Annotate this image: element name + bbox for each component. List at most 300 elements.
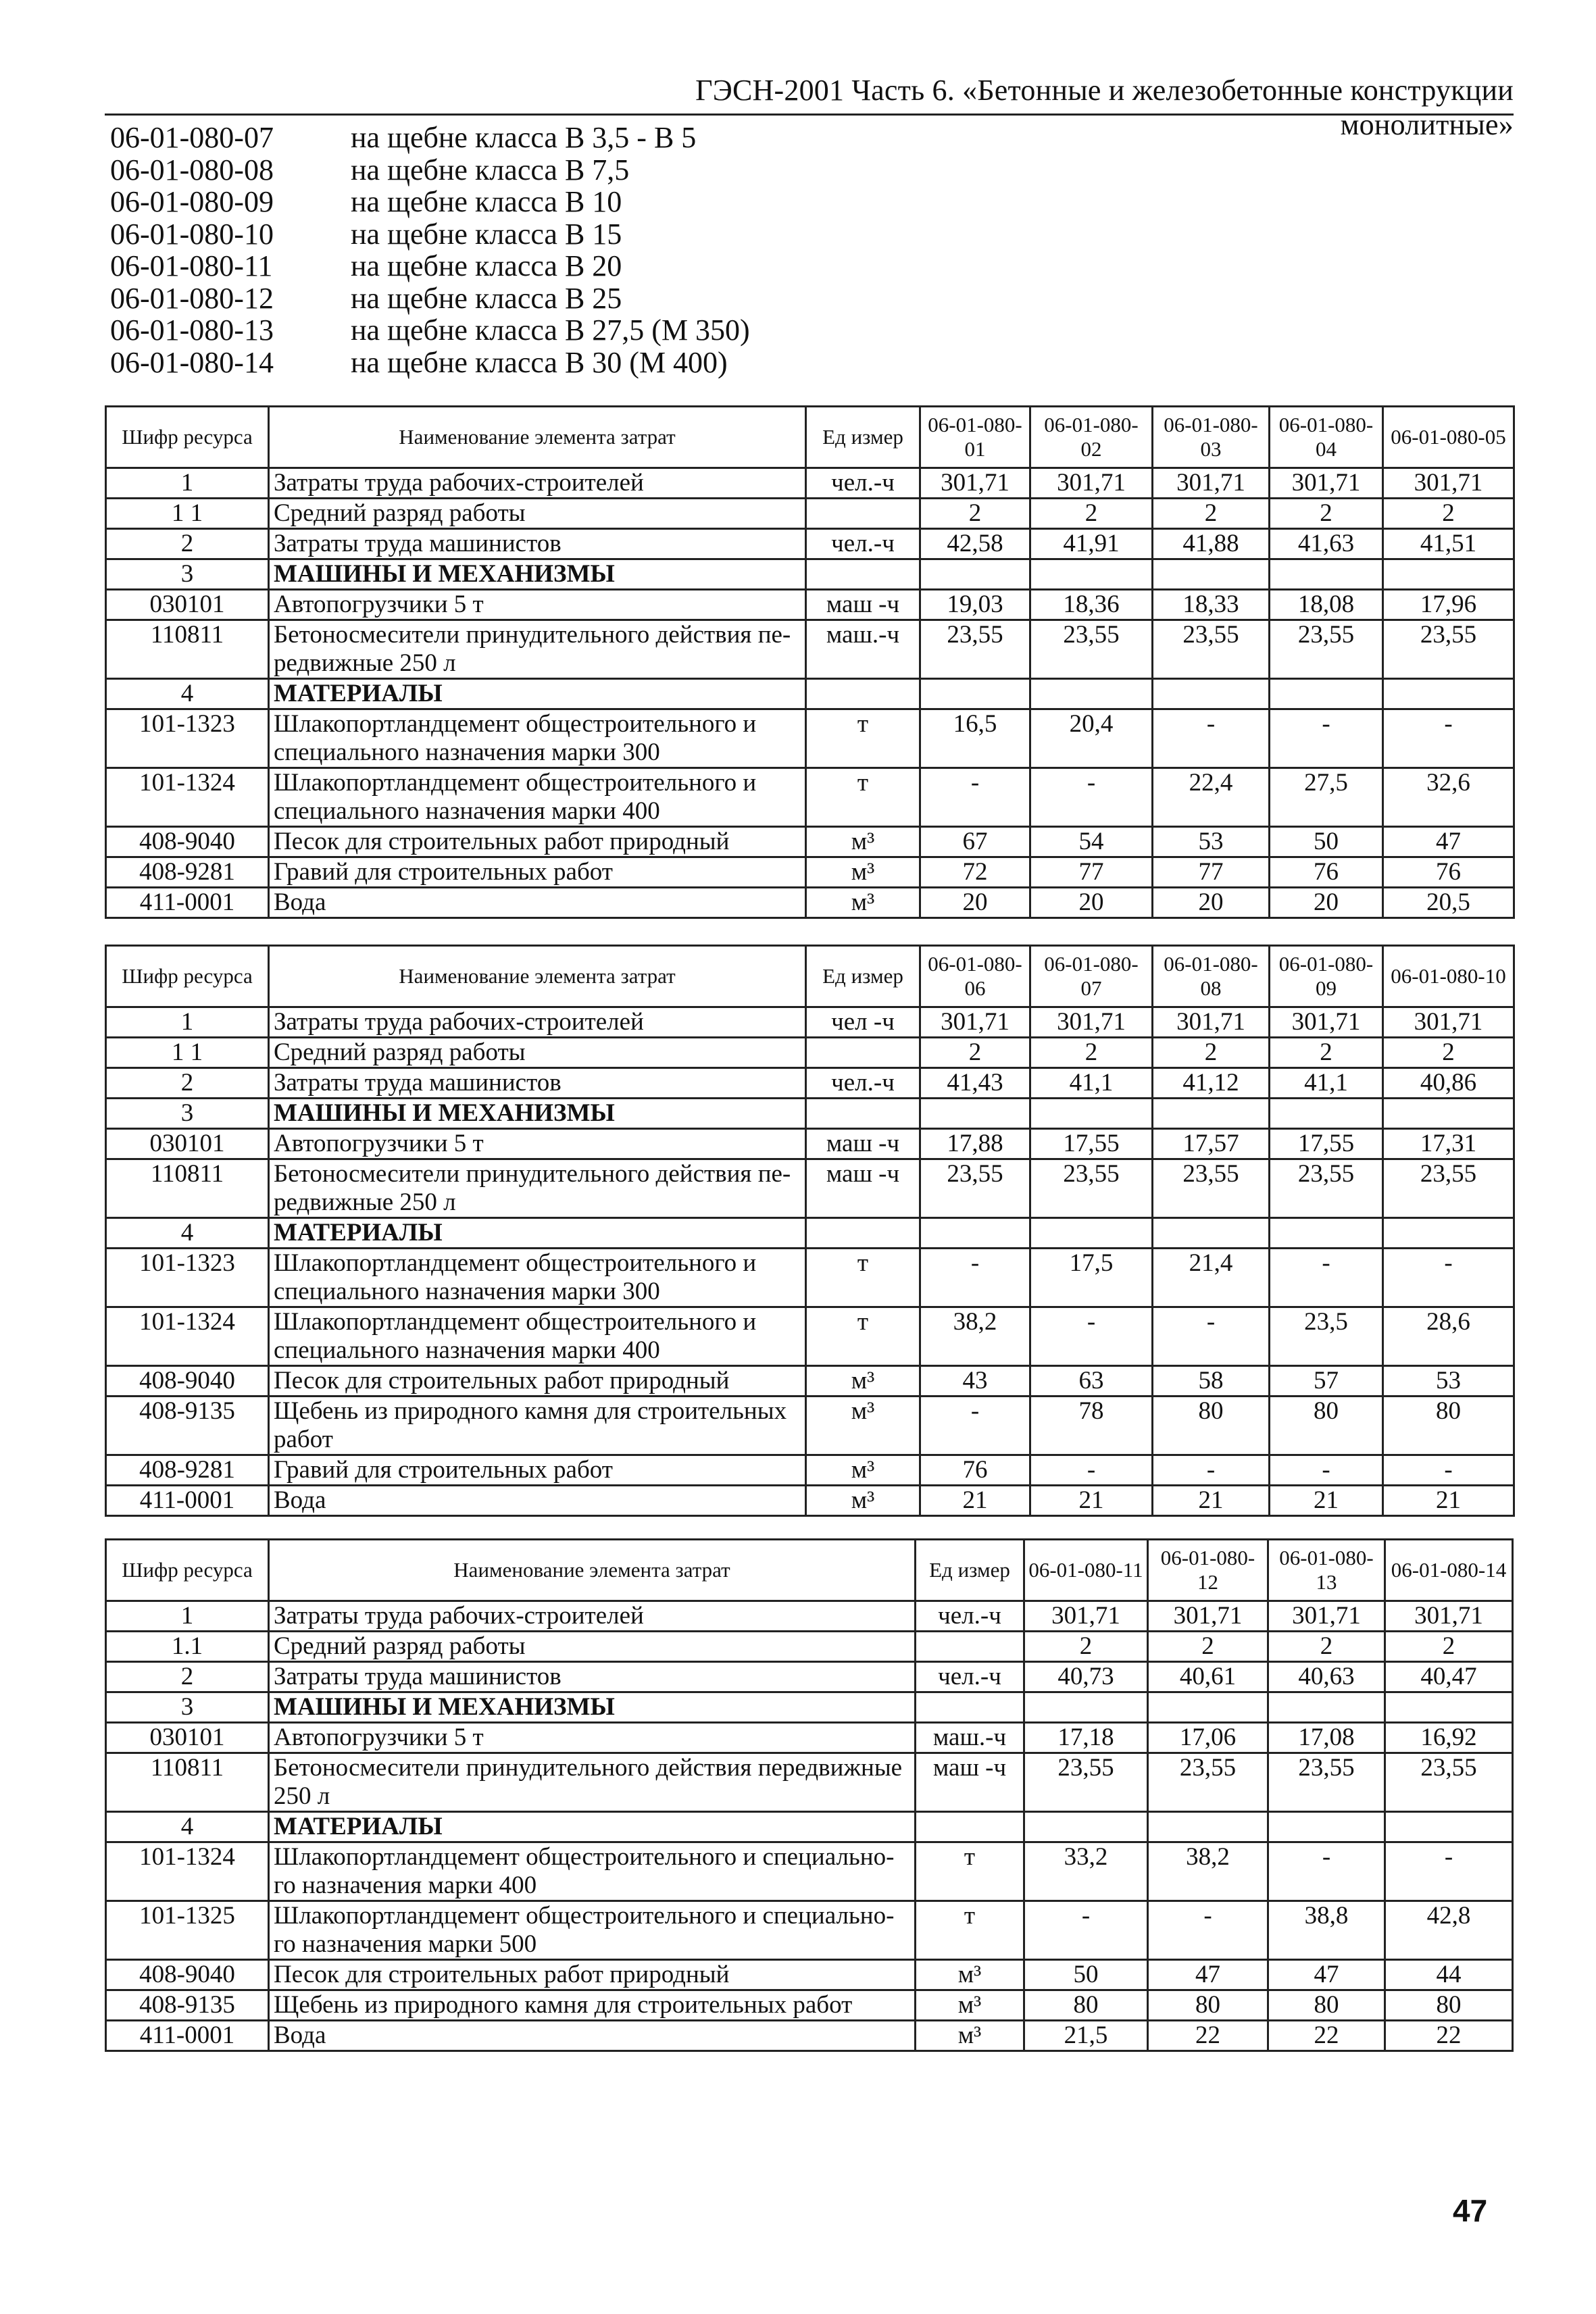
value-cell (1153, 1218, 1270, 1249)
unit-cont (806, 738, 920, 768)
table-row (106, 1692, 1513, 1723)
resource-code: 1 (106, 1007, 269, 1038)
resource-code: 408-9135 (106, 1397, 269, 1426)
value-cell: 2 (1030, 499, 1153, 529)
value-cell: - (1153, 1307, 1270, 1337)
value-cell (920, 679, 1030, 709)
resource-code: 408-9040 (106, 827, 269, 857)
cost-element-name: Бетоносмесители принудительного действия передвижные (269, 1753, 916, 1783)
value-cell (1030, 679, 1153, 709)
value-cell: 76 (920, 1455, 1030, 1486)
value-cell: 41,51 (1383, 529, 1514, 559)
value-cell (1153, 679, 1270, 709)
column-header: Наименование элемента затрат (269, 946, 806, 1007)
value-cell: 301,71 (1385, 1601, 1513, 1632)
value-cell (1148, 1692, 1268, 1723)
value-cell: 23,55 (1270, 1159, 1383, 1189)
norm-description: на щебне класса В 25 (351, 281, 622, 315)
value-cell: 67 (920, 827, 1030, 857)
value-cell: - (920, 768, 1030, 798)
value-cell: 23,55 (1268, 1753, 1385, 1783)
value-cell: 301,71 (1153, 468, 1270, 499)
value-cell (1024, 1692, 1148, 1723)
value-cell: 40,86 (1383, 1068, 1514, 1099)
value-cell-cont (1030, 738, 1153, 768)
value-cell: 43 (920, 1366, 1030, 1397)
value-cell: 301,71 (920, 1007, 1030, 1038)
value-cell-cont (920, 738, 1030, 768)
resource-code-cont (106, 1871, 269, 1901)
value-cell: 76 (1270, 857, 1383, 888)
value-cell: 21 (1383, 1486, 1514, 1516)
cost-element-name: МАТЕРИАЛЫ (269, 1218, 806, 1249)
table-row (106, 1366, 1514, 1397)
cost-element-name: Средний разряд работы (269, 1038, 806, 1068)
value-cell: 54 (1030, 827, 1153, 857)
column-header: Наименование элемента затрат (269, 1540, 916, 1601)
value-cell: 47 (1383, 827, 1514, 857)
cost-element-name: Бетоносмесители принудительного действия пе- (269, 620, 806, 650)
value-cell (1383, 679, 1514, 709)
cost-element-name: работ (269, 1426, 806, 1455)
table-row (106, 1068, 1514, 1099)
value-cell: 20 (1153, 888, 1270, 918)
value-cell-cont (1030, 649, 1153, 679)
table-row (106, 738, 1514, 768)
value-cell-cont (920, 1278, 1030, 1307)
resource-code: 1 (106, 468, 269, 499)
cost-element-name: Гравий для строительных работ (269, 857, 806, 888)
cost-element-name: Шлакопортландцемент общестроительного и (269, 709, 806, 739)
value-cell: 301,71 (1024, 1601, 1148, 1632)
table-row (106, 1336, 1514, 1366)
unit-cont (806, 1188, 920, 1218)
value-cell: 19,03 (920, 590, 1030, 620)
value-cell: 80 (1383, 1397, 1514, 1426)
value-cell: 2 (1268, 1632, 1385, 1662)
value-cell: 20,5 (1383, 888, 1514, 918)
value-cell-cont (1153, 1336, 1270, 1366)
cost-element-name: Бетоносмесители принудительного действия пе- (269, 1159, 806, 1189)
resource-code: 101-1325 (106, 1901, 269, 1931)
value-cell: 2 (1030, 1038, 1153, 1068)
column-header: 06-01-080-12 (1148, 1540, 1268, 1601)
resource-code: 101-1323 (106, 1249, 269, 1278)
unit: маш -ч (806, 1129, 920, 1159)
value-cell: 41,12 (1153, 1068, 1270, 1099)
value-cell-cont (1153, 1278, 1270, 1307)
value-cell: 41,91 (1030, 529, 1153, 559)
value-cell-cont (1385, 1930, 1513, 1960)
value-cell: 17,55 (1270, 1129, 1383, 1159)
value-cell: - (920, 1249, 1030, 1278)
resource-code: 411-0001 (106, 2021, 269, 2051)
norm-code: 06-01-080-10 (110, 217, 274, 251)
cost-element-name: Вода (269, 888, 806, 918)
page-number: 47 (1453, 2193, 1488, 2228)
value-cell: 16,92 (1385, 1723, 1513, 1753)
value-cell: 41,63 (1270, 529, 1383, 559)
value-cell: 23,55 (1030, 620, 1153, 650)
value-cell (1153, 559, 1270, 590)
resource-code: 2 (106, 1068, 269, 1099)
value-cell: - (1270, 1455, 1383, 1486)
value-cell: 2 (1153, 1038, 1270, 1068)
unit: м³ (806, 1486, 920, 1516)
unit (806, 1099, 920, 1129)
column-header: 06-01-080-06 (920, 946, 1030, 1007)
value-cell: 47 (1148, 1960, 1268, 1990)
value-cell-cont (1030, 1278, 1153, 1307)
resource-code-cont (106, 797, 269, 827)
table-row (106, 468, 1514, 499)
value-cell: 53 (1383, 1366, 1514, 1397)
value-cell (1268, 1812, 1385, 1842)
value-cell-cont (1148, 1930, 1268, 1960)
unit (916, 1692, 1024, 1723)
table-row (106, 1455, 1514, 1486)
resource-code: 1 1 (106, 1038, 269, 1068)
value-cell: 16,5 (920, 709, 1030, 739)
cost-element-name: редвижные 250 л (269, 649, 806, 679)
value-cell (1148, 1812, 1268, 1842)
cost-element-name: Вода (269, 2021, 916, 2051)
norm-description: на щебне класса В 15 (351, 217, 622, 251)
column-header: Ед измер (806, 407, 920, 468)
resource-code: 1.1 (106, 1632, 269, 1662)
column-header: Шифр ресурса (106, 946, 269, 1007)
table-row (106, 1278, 1514, 1307)
table-row (106, 1426, 1514, 1455)
cost-element-name: МАШИНЫ И МЕХАНИЗМЫ (269, 1099, 806, 1129)
resource-code: 4 (106, 1812, 269, 1842)
unit-cont (916, 1871, 1024, 1901)
value-cell: 18,08 (1270, 590, 1383, 620)
value-cell: 40,47 (1385, 1662, 1513, 1692)
value-cell (1030, 559, 1153, 590)
cost-element-name: Затраты труда машинистов (269, 1068, 806, 1099)
table-row (106, 499, 1514, 529)
value-cell: 28,6 (1383, 1307, 1514, 1337)
table-row (106, 1842, 1513, 1872)
resource-code: 408-9281 (106, 1455, 269, 1486)
table-row (106, 1159, 1514, 1189)
resource-code: 110811 (106, 620, 269, 650)
value-cell-cont (1153, 1426, 1270, 1455)
value-cell: 57 (1270, 1366, 1383, 1397)
value-cell (1385, 1692, 1513, 1723)
unit: маш -ч (916, 1753, 1024, 1783)
value-cell-cont (1383, 738, 1514, 768)
unit-cont (806, 649, 920, 679)
value-cell: 18,33 (1153, 590, 1270, 620)
value-cell: 301,71 (1153, 1007, 1270, 1038)
value-cell-cont (1270, 738, 1383, 768)
value-cell: 80 (1024, 1990, 1148, 2021)
value-cell: 21 (1270, 1486, 1383, 1516)
unit: маш -ч (806, 590, 920, 620)
resource-code-cont (106, 1930, 269, 1960)
unit-cont (806, 1336, 920, 1366)
value-cell: 301,71 (1383, 1007, 1514, 1038)
table-row (106, 857, 1514, 888)
resource-code: 1 1 (106, 499, 269, 529)
resource-code: 3 (106, 1692, 269, 1723)
column-header: 06-01-080-02 (1030, 407, 1153, 468)
value-cell-cont (1383, 649, 1514, 679)
cost-element-name: специального назначения марки 400 (269, 1336, 806, 1366)
resource-code-cont (106, 738, 269, 768)
table-row (106, 1129, 1514, 1159)
norm-code: 06-01-080-07 (110, 121, 274, 154)
value-cell: 17,96 (1383, 590, 1514, 620)
value-cell: 21,4 (1153, 1249, 1270, 1278)
value-cell: 41,1 (1270, 1068, 1383, 1099)
table-row (106, 1249, 1514, 1278)
value-cell: 44 (1385, 1960, 1513, 1990)
unit: чел -ч (806, 1007, 920, 1038)
value-cell: 21 (920, 1486, 1030, 1516)
value-cell: 2 (920, 1038, 1030, 1068)
resource-code: 411-0001 (106, 1486, 269, 1516)
resource-code-cont (106, 1278, 269, 1307)
value-cell-cont (920, 649, 1030, 679)
resource-code: 408-9040 (106, 1960, 269, 1990)
value-cell: 2 (1270, 1038, 1383, 1068)
value-cell: 41,1 (1030, 1068, 1153, 1099)
value-cell-cont (1148, 1782, 1268, 1812)
column-header: 06-01-080-14 (1385, 1540, 1513, 1601)
unit: т (916, 1901, 1024, 1931)
value-cell-cont (1030, 1426, 1153, 1455)
value-cell: 2 (1385, 1632, 1513, 1662)
cost-element-name: го назначения марки 500 (269, 1930, 916, 1960)
value-cell-cont (1270, 649, 1383, 679)
cost-element-name: Средний разряд работы (269, 1632, 916, 1662)
value-cell: 42,8 (1385, 1901, 1513, 1931)
column-header: 06-01-080-05 (1383, 407, 1514, 468)
norm-code: 06-01-080-08 (110, 153, 274, 186)
resource-code: 030101 (106, 590, 269, 620)
value-cell-cont (920, 1426, 1030, 1455)
unit (806, 1038, 920, 1068)
value-cell: 2 (1383, 499, 1514, 529)
value-cell: 22 (1268, 2021, 1385, 2051)
cost-element-name: Щебень из природного камня для строительных (269, 1397, 806, 1426)
resource-table-2 (105, 945, 1515, 1517)
value-cell-cont (1268, 1782, 1385, 1812)
value-cell: - (1383, 1249, 1514, 1278)
table-row (106, 888, 1514, 918)
norm-code: 06-01-080-12 (110, 281, 274, 315)
value-cell: 301,71 (1030, 1007, 1153, 1038)
cost-element-name: Песок для строительных работ природный (269, 1960, 916, 1990)
unit: м³ (806, 857, 920, 888)
column-header: Наименование элемента затрат (269, 407, 806, 468)
table-row (106, 768, 1514, 798)
value-cell: 23,55 (1383, 620, 1514, 650)
value-cell: - (1030, 768, 1153, 798)
value-cell (920, 559, 1030, 590)
value-cell: 78 (1030, 1397, 1153, 1426)
value-cell: 27,5 (1270, 768, 1383, 798)
value-cell (1270, 559, 1383, 590)
unit: т (806, 709, 920, 739)
table-row (106, 1218, 1514, 1249)
cost-element-name: Шлакопортландцемент общестроительного и (269, 1249, 806, 1278)
table-row (106, 2021, 1513, 2051)
unit: т (916, 1842, 1024, 1872)
resource-code-cont (106, 1336, 269, 1366)
unit-cont (806, 1278, 920, 1307)
value-cell: 63 (1030, 1366, 1153, 1397)
norm-code: 06-01-080-09 (110, 185, 274, 218)
column-header: 06-01-080-08 (1153, 946, 1270, 1007)
value-cell: 2 (1383, 1038, 1514, 1068)
value-cell: 72 (920, 857, 1030, 888)
norm-description: на щебне класса В 10 (351, 185, 622, 218)
cost-element-name: Затраты труда рабочих-строителей (269, 1007, 806, 1038)
table-row (106, 1397, 1514, 1426)
value-cell: 2 (1024, 1632, 1148, 1662)
unit: чел.-ч (806, 529, 920, 559)
value-cell: 2 (1148, 1632, 1268, 1662)
table-row (106, 1099, 1514, 1129)
norm-code: 06-01-080-13 (110, 313, 274, 347)
value-cell: 18,36 (1030, 590, 1153, 620)
value-cell: 42,58 (920, 529, 1030, 559)
value-cell: - (1270, 1249, 1383, 1278)
value-cell: 23,55 (920, 1159, 1030, 1189)
unit (916, 1632, 1024, 1662)
value-cell (1270, 1099, 1383, 1129)
code-list-item (110, 282, 750, 315)
table-row (106, 1601, 1513, 1632)
value-cell-cont (1153, 738, 1270, 768)
value-cell: 80 (1268, 1990, 1385, 2021)
column-header: Ед измер (806, 946, 920, 1007)
cost-element-name: Вода (269, 1486, 806, 1516)
cost-element-name: МАТЕРИАЛЫ (269, 679, 806, 709)
value-cell: 301,71 (1270, 468, 1383, 499)
value-cell: 53 (1153, 827, 1270, 857)
unit: м³ (916, 1990, 1024, 2021)
value-cell: - (1383, 709, 1514, 739)
value-cell: 50 (1024, 1960, 1148, 1990)
value-cell: 80 (1385, 1990, 1513, 2021)
unit: м³ (806, 827, 920, 857)
value-cell-cont (1024, 1930, 1148, 1960)
cost-element-name: редвижные 250 л (269, 1188, 806, 1218)
table-row (106, 1753, 1513, 1783)
value-cell: 17,57 (1153, 1129, 1270, 1159)
norm-description: на щебне класса В 27,5 (М 350) (351, 313, 750, 347)
unit (806, 499, 920, 529)
cost-element-name: МАТЕРИАЛЫ (269, 1812, 916, 1842)
value-cell-cont (1383, 1278, 1514, 1307)
resource-code-cont (106, 1782, 269, 1812)
resource-code: 408-9135 (106, 1990, 269, 2021)
cost-element-name: Автопогрузчики 5 т (269, 1129, 806, 1159)
value-cell (1153, 1099, 1270, 1129)
value-cell-cont (1383, 1188, 1514, 1218)
value-cell (920, 1218, 1030, 1249)
table-row (106, 1632, 1513, 1662)
table-row (106, 827, 1514, 857)
resource-code: 4 (106, 1218, 269, 1249)
unit: м³ (806, 1366, 920, 1397)
unit (916, 1812, 1024, 1842)
cost-element-name: Песок для строительных работ природный (269, 827, 806, 857)
value-cell: 17,55 (1030, 1129, 1153, 1159)
table-header-row (106, 1540, 1513, 1601)
value-cell: 301,71 (920, 468, 1030, 499)
table-row (106, 1812, 1513, 1842)
cost-element-name: Шлакопортландцемент общестроительного и специально- (269, 1842, 916, 1872)
value-cell: 76 (1383, 857, 1514, 888)
value-cell-cont (1383, 1336, 1514, 1366)
resource-code: 101-1324 (106, 1842, 269, 1872)
value-cell: 21,5 (1024, 2021, 1148, 2051)
table-row (106, 529, 1514, 559)
value-cell-cont (920, 797, 1030, 827)
table-row (106, 1930, 1513, 1960)
value-cell: - (920, 1397, 1030, 1426)
cost-element-name: Автопогрузчики 5 т (269, 1723, 916, 1753)
value-cell-cont (1270, 1188, 1383, 1218)
value-cell: 20 (1030, 888, 1153, 918)
cost-element-name: МАШИНЫ И МЕХАНИЗМЫ (269, 559, 806, 590)
resource-code: 030101 (106, 1129, 269, 1159)
resource-code-cont (106, 1426, 269, 1455)
value-cell: 23,55 (1383, 1159, 1514, 1189)
table-row (106, 1990, 1513, 2021)
value-cell: 41,88 (1153, 529, 1270, 559)
column-header: 06-01-080-11 (1024, 1540, 1148, 1601)
table-row (106, 1038, 1514, 1068)
resource-code-cont (106, 1188, 269, 1218)
code-list-item (110, 314, 750, 347)
value-cell-cont (1153, 1188, 1270, 1218)
value-cell: 40,73 (1024, 1662, 1148, 1692)
value-cell: 17,31 (1383, 1129, 1514, 1159)
unit: т (806, 768, 920, 798)
cost-element-name: специального назначения марки 300 (269, 1278, 806, 1307)
table-row (106, 679, 1514, 709)
table-header-row (106, 407, 1514, 468)
code-list-item (110, 250, 750, 282)
value-cell: 22 (1148, 2021, 1268, 2051)
unit: м³ (916, 2021, 1024, 2051)
value-cell: - (1383, 1455, 1514, 1486)
value-cell: - (1270, 709, 1383, 739)
value-cell: 32,6 (1383, 768, 1514, 798)
norm-description: на щебне класса В 30 (М 400) (351, 345, 728, 379)
value-cell: 301,71 (1383, 468, 1514, 499)
table-row (106, 1307, 1514, 1337)
cost-element-name: го назначения марки 400 (269, 1871, 916, 1901)
value-cell: - (1024, 1901, 1148, 1931)
value-cell-cont (1024, 1871, 1148, 1901)
cost-element-name: Шлакопортландцемент общестроительного и специально- (269, 1901, 916, 1931)
unit: т (806, 1249, 920, 1278)
cost-element-name: специального назначения марки 300 (269, 738, 806, 768)
value-cell (1383, 1218, 1514, 1249)
resource-code: 2 (106, 529, 269, 559)
column-header: Шифр ресурса (106, 407, 269, 468)
value-cell: 33,2 (1024, 1842, 1148, 1872)
value-cell: 23,55 (1148, 1753, 1268, 1783)
